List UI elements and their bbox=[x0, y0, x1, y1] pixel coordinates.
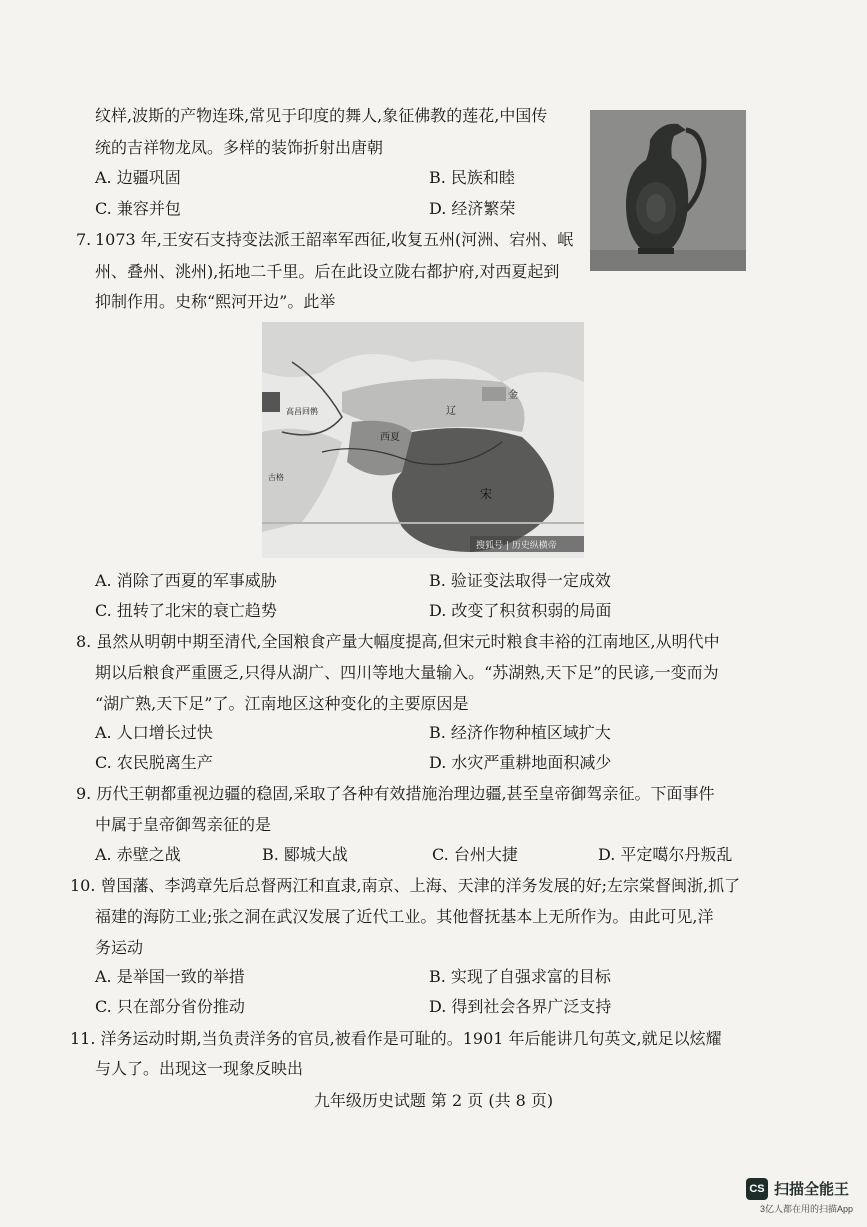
camscanner-name: 扫描全能王 bbox=[774, 1181, 850, 1198]
q7-option-d: D. 改变了积贫积弱的局面 bbox=[429, 601, 612, 620]
q11-line-2: 与人了。出现这一现象反映出 bbox=[95, 1059, 304, 1078]
q8-option-b: B. 经济作物种植区域扩大 bbox=[429, 723, 611, 742]
q9-line-1: 9. 历代王朝都重视边疆的稳固,采取了各种有效措施治理边疆,甚至皇帝御驾亲征。下面事件 bbox=[76, 784, 715, 803]
q7-option-a: A. 消除了西夏的军事威胁 bbox=[95, 571, 277, 590]
map-label-gaochang: 高昌回鹘 bbox=[286, 407, 318, 416]
q7-line-2: 州、叠州、洮州),拓地二千里。后在此设立陇右都护府,对西夏起到 bbox=[95, 262, 560, 281]
q8-line-2: 期以后粮食严重匮乏,只得从湖广、四川等地大量输入。“苏湖熟,天下足”的民谚,一变而为 bbox=[95, 663, 719, 682]
q7-number: 7. bbox=[76, 230, 92, 249]
q9-option-a: A. 赤壁之战 bbox=[95, 845, 181, 864]
q10-option-d: D. 得到社会各界广泛支持 bbox=[429, 997, 612, 1016]
q10-line-3: 务运动 bbox=[95, 938, 144, 957]
q6-option-d: D. 经济繁荣 bbox=[429, 199, 516, 218]
q7-option-c: C. 扭转了北宋的衰亡趋势 bbox=[95, 601, 277, 620]
q10-option-b: B. 实现了自强求富的目标 bbox=[429, 967, 611, 986]
camscanner-tagline: 3亿人都在用的扫描App bbox=[760, 1204, 854, 1214]
q7-line-3: 抑制作用。史称“熙河开边”。此举 bbox=[95, 292, 336, 311]
map-label-xixia: 西夏 bbox=[380, 432, 400, 443]
q10-option-c: C. 只在部分省份推动 bbox=[95, 997, 245, 1016]
q6-option-a: A. 边疆巩固 bbox=[95, 168, 181, 187]
q9-line-2: 中属于皇帝御驾亲征的是 bbox=[95, 815, 272, 834]
q6-option-c: C. 兼容并包 bbox=[95, 199, 181, 218]
q10-line-1: 10. 曾国藩、李鸿章先后总督两江和直隶,南京、上海、天津的洋务发展的好;左宗棠督闽浙,抓了 bbox=[70, 876, 741, 895]
q8-option-c: C. 农民脱离生产 bbox=[95, 753, 213, 772]
map-label-guge: 古格 bbox=[268, 473, 284, 482]
q7-line-1: 1073 年,王安石支持变法派王韶率军西征,收复五州(河洲、宕州、岷 bbox=[95, 230, 574, 249]
q8-option-d: D. 水灾严重耕地面积减少 bbox=[429, 753, 612, 772]
q10-line-2: 福建的海防工业;张之洞在武汉发展了近代工业。其他督抚基本上无所作为。由此可见,洋 bbox=[95, 907, 714, 926]
q9-option-c: C. 台州大捷 bbox=[432, 845, 518, 864]
q6-option-b: B. 民族和睦 bbox=[429, 168, 515, 187]
map-label-song: 宋 bbox=[480, 487, 493, 501]
page-footer: 九年级历史试题 第 2 页 (共 8 页) bbox=[313, 1091, 554, 1110]
q9-option-d: D. 平定噶尔丹叛乱 bbox=[598, 845, 733, 864]
q11-line-1: 11. 洋务运动时期,当负责洋务的官员,被看作是可耻的。1901 年后能讲几句英文,就足以炫耀 bbox=[70, 1029, 722, 1048]
q10-option-a: A. 是举国一致的举措 bbox=[95, 967, 245, 986]
q8-line-3: “湖广熟,天下足”了。江南地区这种变化的主要原因是 bbox=[95, 694, 469, 713]
q9-option-b: B. 郾城大战 bbox=[262, 845, 348, 864]
tang-ewer-photo bbox=[590, 110, 746, 271]
map-label-jin: 金 bbox=[508, 390, 518, 401]
q6-line-1: 纹样,波斯的产物连珠,常见于印度的舞人,象征佛教的莲花,中国传 bbox=[95, 106, 548, 125]
camscanner-logo-icon: CS bbox=[746, 1178, 768, 1200]
map-label-liao: 辽 bbox=[446, 406, 456, 417]
q6-line-2: 统的吉祥物龙凤。多样的装饰折射出唐朝 bbox=[95, 138, 384, 157]
q8-option-a: A. 人口增长过快 bbox=[95, 723, 213, 742]
q8-line-1: 8. 虽然从明朝中期至清代,全国粮食产量大幅度提高,但宋元时粮食丰裕的江南地区,从明代中 bbox=[76, 632, 720, 651]
map-watermark: 搜狐号 | 历史纵横帝 bbox=[476, 541, 557, 551]
song-dynasty-map bbox=[262, 322, 584, 558]
q7-option-b: B. 验证变法取得一定成效 bbox=[429, 571, 611, 590]
